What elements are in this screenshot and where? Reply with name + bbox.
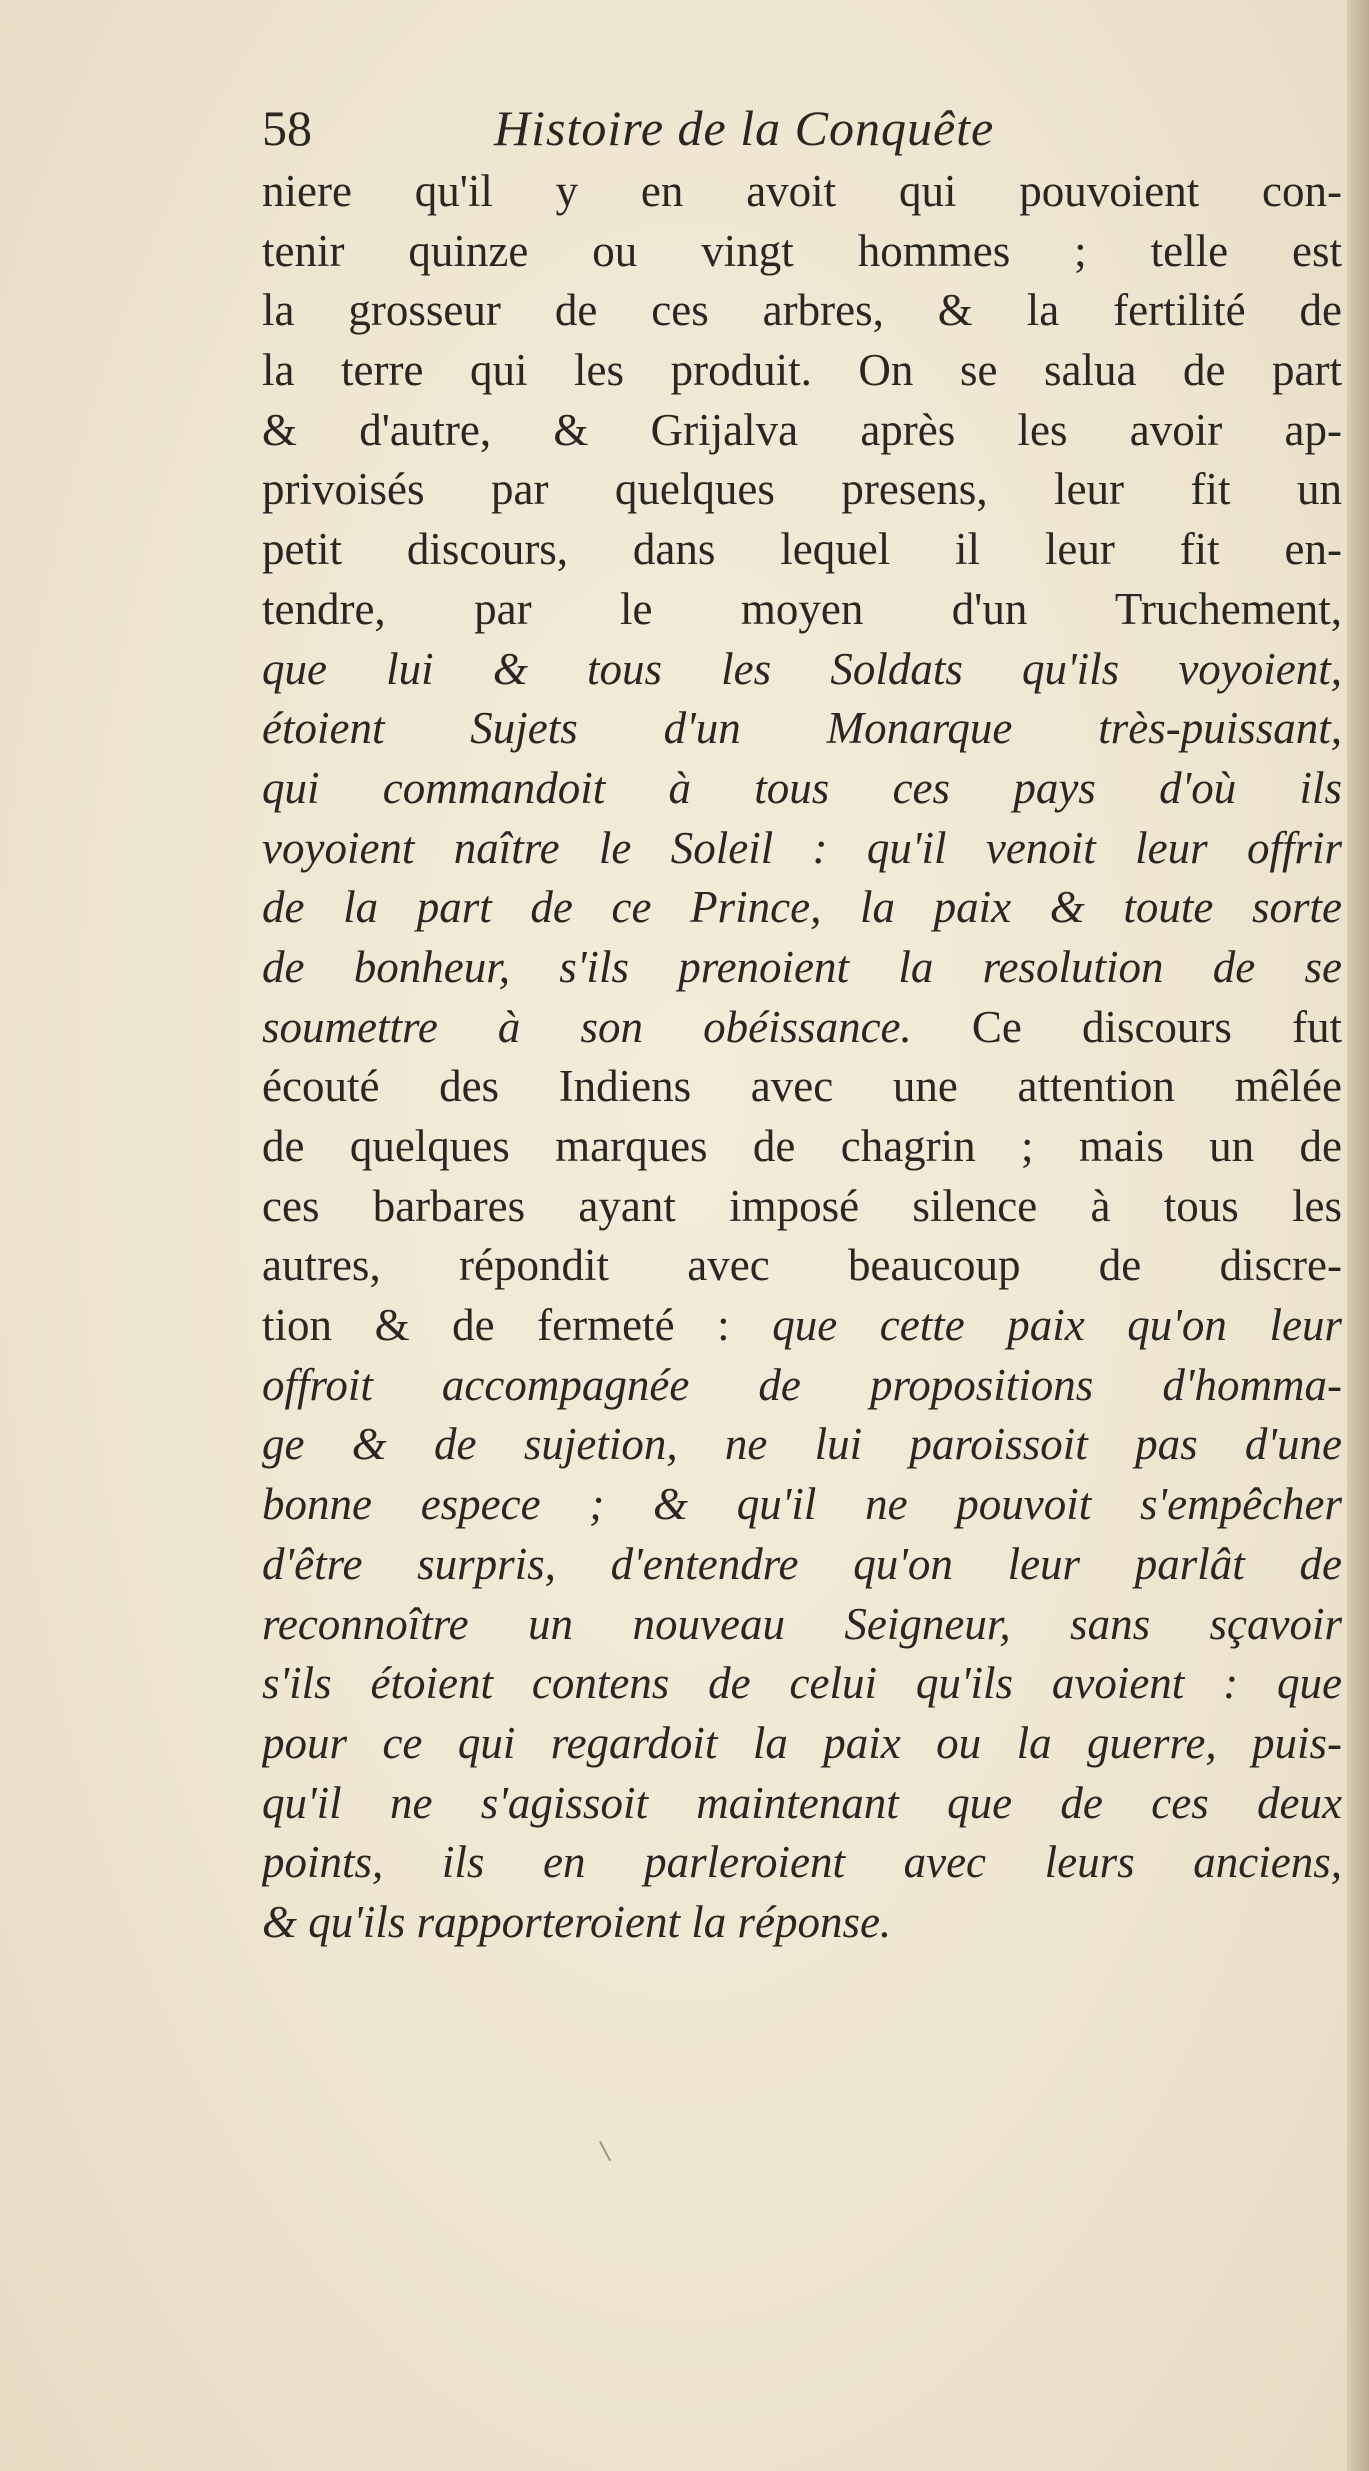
page-edge xyxy=(1347,0,1369,2471)
text-line: que lui & tous les Soldats qu'ils voyoient, xyxy=(262,643,1342,694)
text-line: ge & de sujetion, ne lui paroissoit pas d'une xyxy=(262,1419,1342,1470)
text-line: la grosseur de ces arbres, & la fertilité de xyxy=(262,285,1342,336)
text-span-italic: que cette paix qu'on leur xyxy=(772,1300,1342,1351)
page-header xyxy=(262,98,1322,158)
text-line: points, ils en parleroient avec leurs anciens, xyxy=(262,1837,1342,1888)
text-line: de quelques marques de chagrin ; mais un de xyxy=(262,1121,1342,1171)
ink-mark xyxy=(599,2141,611,2161)
text-span-italic: soumettre à son obéissance. xyxy=(262,1001,912,1052)
text-line: la terre qui les produit. On se salua de part xyxy=(262,345,1342,396)
text-line: reconnoître un nouveau Seigneur, sans sçavoir xyxy=(262,1598,1342,1649)
text-line: autres, répondit avec beaucoup de discre- xyxy=(262,1240,1342,1291)
text-line: étoient Sujets d'un Monarque très-puissant, xyxy=(262,703,1342,754)
text-line: tendre, par le moyen d'un Truchement, xyxy=(262,583,1342,634)
running-title: Histoire de la Conquête xyxy=(494,100,995,156)
text-line: pour ce qui regardoit la paix ou la guerre, puis- xyxy=(262,1717,1342,1768)
text-line: s'ils étoient contens de celui qu'ils avoient : que xyxy=(262,1658,1342,1709)
page-number: 58 xyxy=(262,100,312,156)
text-line: voyoient naître le Soleil : qu'il venoit leur offrir xyxy=(262,822,1342,873)
text-span: tion & de fermeté : xyxy=(262,1300,773,1351)
text-line: tenir quinze ou vingt hommes ; telle est xyxy=(262,225,1342,276)
text-span: Ce discours fut xyxy=(911,1001,1342,1052)
text-line: ces barbares ayant imposé silence à tous les xyxy=(262,1180,1342,1231)
text-line: petit discours, dans lequel il leur fit en- xyxy=(262,524,1342,575)
text-line: offroit accompagnée de propositions d'homma- xyxy=(262,1359,1342,1410)
text-line: d'être surpris, d'entendre qu'on leur parlât de xyxy=(262,1538,1342,1589)
text-line: privoisés par quelques presens, leur fit un xyxy=(262,464,1342,515)
text-line: qu'il ne s'agissoit maintenant que de ces deux xyxy=(262,1777,1342,1828)
text-line: qui commandoit à tous ces pays d'où ils xyxy=(262,762,1342,813)
text-line xyxy=(262,998,1342,1058)
body-text xyxy=(262,162,1342,1953)
text-line: & qu'ils rapporteroient la réponse. xyxy=(262,1896,892,1947)
text-line: bonne espece ; & qu'il ne pouvoit s'empêcher xyxy=(262,1479,1342,1530)
text-line: & d'autre, & Grijalva après les avoir ap- xyxy=(262,404,1342,455)
text-line: niere qu'il y en avoit qui pouvoient con- xyxy=(262,166,1342,216)
text-line: écouté des Indiens avec une attention mêlée xyxy=(262,1061,1342,1112)
text-line: de bonheur, s'ils prenoient la resolution de se xyxy=(262,941,1342,992)
text-line: de la part de ce Prince, la paix & toute sorte xyxy=(262,882,1342,933)
text-line xyxy=(262,1296,1342,1356)
